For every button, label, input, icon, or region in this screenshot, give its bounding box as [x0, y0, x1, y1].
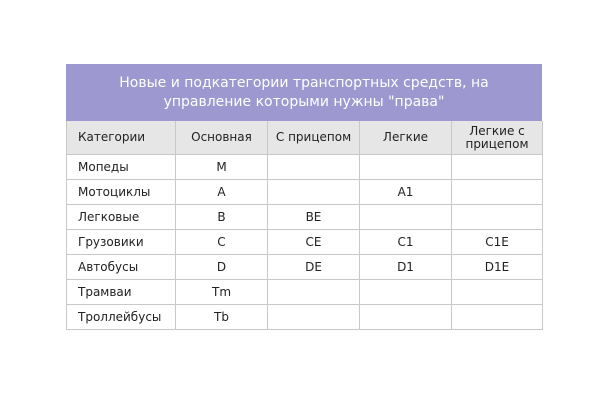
cell-with-trailer: BE	[268, 205, 360, 230]
row-label: Легковые	[67, 205, 176, 230]
cell-light: C1	[360, 230, 452, 255]
cell-main: C	[176, 230, 268, 255]
cell-with-trailer: CE	[268, 230, 360, 255]
header-row	[67, 121, 543, 155]
cell-light	[360, 205, 452, 230]
cell-main: D	[176, 255, 268, 280]
cell-with-trailer	[268, 155, 360, 180]
header-with-trailer: С прицепом	[268, 121, 360, 155]
table-row	[67, 305, 543, 330]
table-row	[67, 205, 543, 230]
cell-light	[360, 155, 452, 180]
cell-light-with-trailer	[452, 180, 543, 205]
cell-light-with-trailer	[452, 280, 543, 305]
cell-light-with-trailer: C1E	[452, 230, 543, 255]
cell-light	[360, 280, 452, 305]
table-row	[67, 280, 543, 305]
table-title-line-2: управление которыми нужны "права"	[163, 94, 445, 110]
cell-light: A1	[360, 180, 452, 205]
cell-main: Tb	[176, 305, 268, 330]
row-label: Мопеды	[67, 155, 176, 180]
cell-with-trailer: DE	[268, 255, 360, 280]
table-row	[67, 180, 543, 205]
row-label: Троллейбусы	[67, 305, 176, 330]
cell-main: Tm	[176, 280, 268, 305]
row-label: Грузовики	[67, 230, 176, 255]
cell-light-with-trailer	[452, 205, 543, 230]
header-main: Основная	[176, 121, 268, 155]
table-row	[67, 230, 543, 255]
cell-light-with-trailer	[452, 305, 543, 330]
cell-main: M	[176, 155, 268, 180]
row-label: Трамваи	[67, 280, 176, 305]
header-light: Легкие	[360, 121, 452, 155]
header-categories: Категории	[67, 121, 176, 155]
header-light-with-trailer: Легкие с прицепом	[452, 121, 543, 155]
cell-with-trailer	[268, 180, 360, 205]
cell-main: A	[176, 180, 268, 205]
categories-table	[66, 121, 543, 330]
table-row	[67, 155, 543, 180]
license-categories-table	[66, 64, 542, 330]
cell-with-trailer	[268, 305, 360, 330]
table-title	[66, 64, 542, 121]
cell-light-with-trailer	[452, 155, 543, 180]
cell-light-with-trailer: D1E	[452, 255, 543, 280]
cell-light	[360, 305, 452, 330]
cell-with-trailer	[268, 280, 360, 305]
row-label: Автобусы	[67, 255, 176, 280]
cell-main: B	[176, 205, 268, 230]
table-title-line-1: Новые и подкатегории транспортных средств, на	[119, 75, 489, 91]
row-label: Мотоциклы	[67, 180, 176, 205]
cell-light: D1	[360, 255, 452, 280]
table-row	[67, 255, 543, 280]
